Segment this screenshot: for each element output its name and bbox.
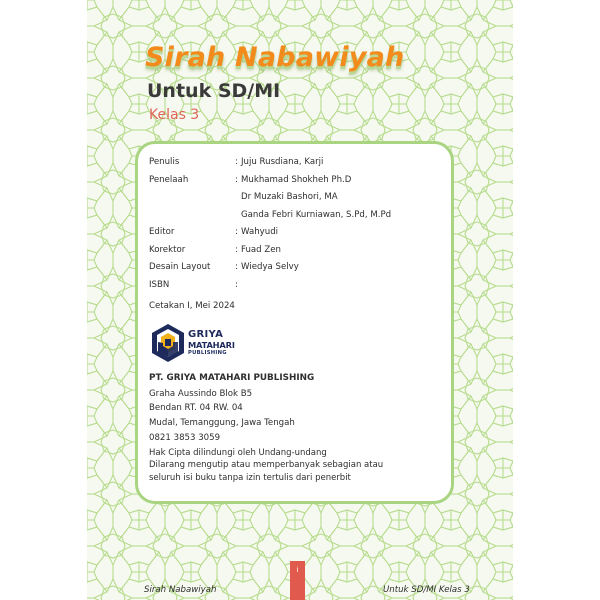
logo-line-griya: GRIYA <box>188 329 224 340</box>
credit-value: Mukhamad Shokheh Ph.D <box>241 174 352 185</box>
copyright-line: Dilarang mengutip atau memperbanyak sebagian atau <box>149 460 384 471</box>
publisher-logo <box>149 322 239 364</box>
address-line: Graha Aussindo Blok B5 <box>149 388 253 399</box>
phone-number: 0821 3853 3059 <box>149 432 221 443</box>
credit-row-layout <box>149 259 391 277</box>
credit-label: ISBN <box>149 279 170 290</box>
credit-separator: : <box>235 227 238 237</box>
credit-value: Juju Rusdiana, Karji <box>241 157 324 167</box>
copyright-line: seluruh isi buku tanpa izin tertulis dari penerbit <box>149 472 351 483</box>
credit-label: Penulis <box>149 157 180 167</box>
copyright-line: Hak Cipta dilindungi oleh Undang-undang <box>149 448 327 458</box>
credit-label: Korektor <box>149 244 186 255</box>
address-line: Mudal, Temanggung, Jawa Tengah <box>149 418 295 429</box>
credit-label: Editor <box>149 227 175 237</box>
credit-row-isbn <box>149 277 391 295</box>
credit-row-reviewer <box>149 172 391 225</box>
credit-value: Ganda Febri Kurniawan, S.Pd, M.Pd <box>241 209 392 220</box>
footer-grade: Untuk SD/MI Kelas 3 <box>383 585 470 595</box>
credit-value: Wiedya Selvy <box>241 262 299 272</box>
footer-book-title: Sirah Nabawiyah <box>144 585 217 595</box>
credit-separator: : <box>235 174 238 185</box>
credit-label: Penelaah <box>149 174 189 185</box>
logo-line-matahari: MATAHARI <box>188 340 235 350</box>
credit-value: Wahyudi <box>241 227 279 237</box>
credit-value: Fuad Zen <box>241 244 281 255</box>
credit-row-proofreader <box>149 242 391 260</box>
page-number: i <box>296 566 299 574</box>
credit-separator: : <box>235 279 238 290</box>
logo-wordmark <box>188 330 235 357</box>
griya-matahari-logo-icon <box>149 322 187 364</box>
credit-row-editor <box>149 224 391 242</box>
book-subtitle: Untuk SD/MI <box>147 80 281 102</box>
book-title: Sirah Nabawiyah <box>145 42 405 73</box>
logo-line-publishing: PUBLISHING <box>188 350 227 356</box>
credit-value <box>241 277 391 295</box>
page-number-tab <box>290 561 305 600</box>
credit-label: Desain Layout <box>149 262 211 272</box>
credit-value: Dr Muzaki Bashori, MA <box>241 192 338 202</box>
imprint-card <box>135 141 454 504</box>
credit-separator: : <box>235 244 238 255</box>
edition-text: Cetakan I, Mei 2024 <box>149 301 235 311</box>
book-page <box>87 0 513 600</box>
credit-separator: : <box>235 157 238 167</box>
publisher-block <box>149 370 314 446</box>
publisher-name: PT. GRIYA MATAHARI PUBLISHING <box>149 373 315 383</box>
address-line: Bendan RT. 04 RW. 04 <box>149 403 243 414</box>
grade-label: Kelas 3 <box>149 107 200 123</box>
credits-list <box>149 154 391 294</box>
credit-separator: : <box>235 262 238 272</box>
copyright-notice <box>149 447 383 484</box>
credit-row-writer <box>149 154 391 172</box>
